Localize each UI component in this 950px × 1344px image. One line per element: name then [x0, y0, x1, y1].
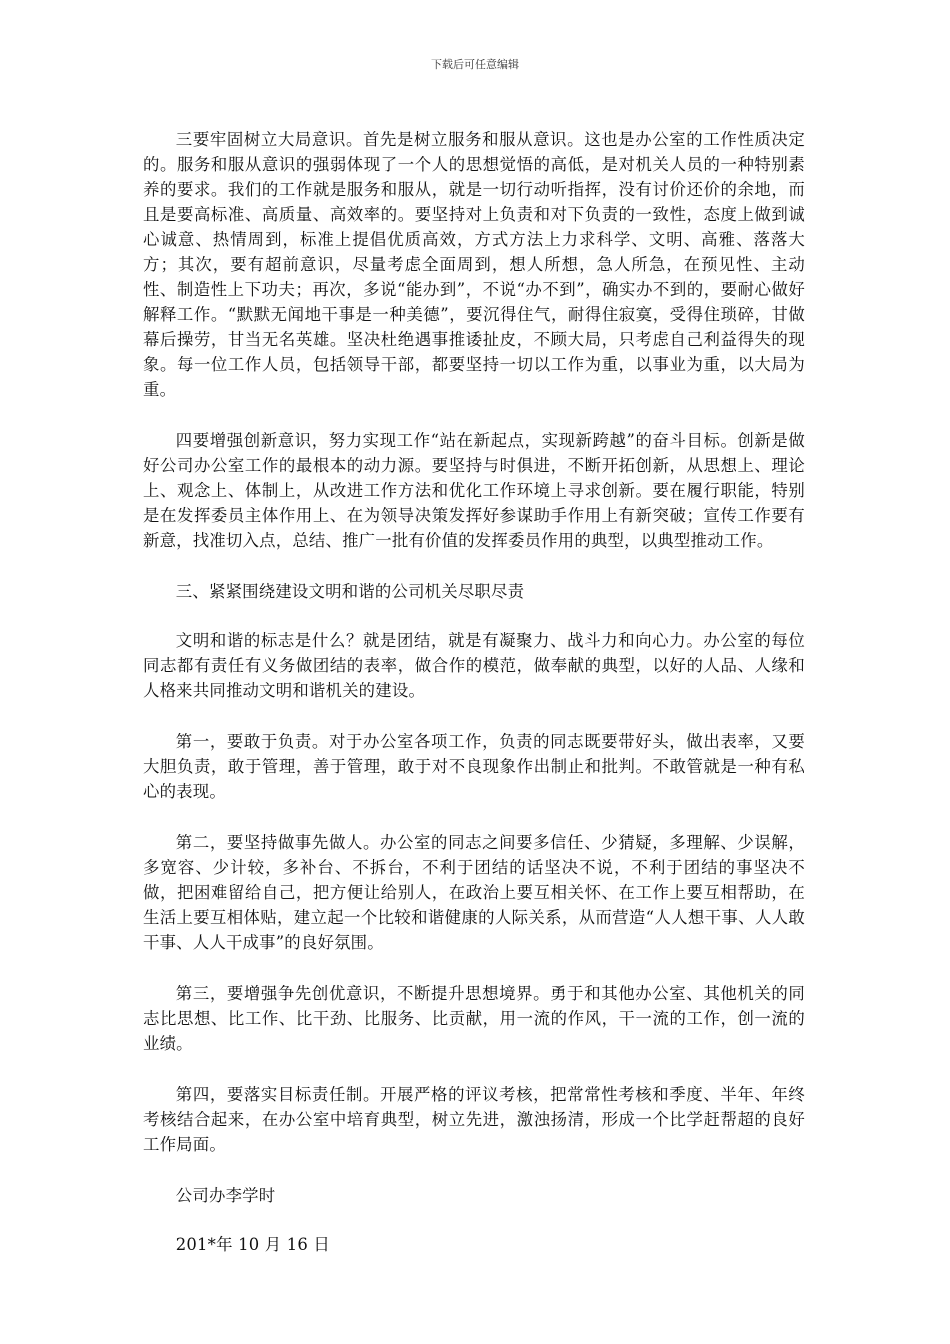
- signature-line: 公司办李学时: [175, 1186, 276, 1205]
- section-heading: 三、紧紧围绕建设文明和谐的公司机关尽职尽责: [175, 582, 525, 601]
- paragraph-innovation-awareness: 四要增强创新意识，努力实现工作“站在新起点，实现新跨越”的奋斗目标。创新是做好公司办公室工作的最根本的动力源。要坚持与时俱进，不断开拓创新，从思想上、理论上、观念上、体制上，从改进工作方法和优化工作环境上寻求创新。要在履行职能，特别是在发挥委员主体作用上、在为领导决策发挥好参谋助手作用上有新突破；宣传工作要有新意，找准切入点，总结、推广一批有价值的发挥委员作用的典型，以典型推动工作。: [143, 431, 805, 550]
- paragraph-point-three: 第三，要增强争先创优意识，不断提升思想境界。勇于和其他办公室、其他机关的同志比思想、比工作、比干劲、比服务、比贡献，用一流的作风，干一流的工作，创一流的业绩。: [143, 984, 805, 1053]
- paragraph-overall-awareness: 三要牢固树立大局意识。首先是树立服务和服从意识。这也是办公室的工作性质决定的。服务和服从意识的强弱体现了一个人的思想觉悟的高低，是对机关人员的一种特别素养的要求。我们的工作就是服务和服从，就是一切行动听指挥，没有讨价还价的余地，而且是要高标准、高质量、高效率的。要坚持对上负责和对下负责的一致性，态度上做到诚心诚意、热情周到，标准上提倡优质高效，方式方法上力求科学、文明、高雅、落落大方；其次，要有超前意识，尽量考虑全面周到，想人所想，急人所急，在预见性、主动性、制造性上下功夫；再次，多说“能办到”，不说“办不到”，确实办不到的，要耐心做好解释工作。“默默无闻地干事是一种美德”，要沉得住气，耐得住寂寞，受得住琐碎，甘做幕后操劳，甘当无名英雄。坚决杜绝遇事推诿扯皮，不顾大局，只考虑自己利益得失的现象。每一位工作人员，包括领导干部，都要坚持一切以工作为重，以事业为重，以大局为重。: [143, 130, 805, 399]
- paragraph-point-one: 第一，要敢于负责。对于办公室各项工作，负责的同志既要带好头，做出表率，又要大胆负责，敢于管理，善于管理，敢于对不良现象作出制止和批判。不敢管就是一种有私心的表现。: [143, 732, 805, 801]
- paragraph-point-two: 第二，要坚持做事先做人。办公室的同志之间要多信任、少猜疑，多理解、少误解，多宽容、少计较，多补台、不拆台，不利于团结的话坚决不说，不利于团结的事坚决不做，把困难留给自己，把方便让给别人，在政治上要互相关怀、在工作上要互相帮助，在生活上要互相体贴，建立起一个比较和谐健康的人际关系，从而营造“人人想干事、人人敢干事、人人干成事”的良好氛围。: [143, 833, 805, 952]
- document-body: [143, 127, 805, 1281]
- date-line: 201*年 10 月 16 日: [175, 1235, 331, 1254]
- page-header: 下载后可任意编辑: [431, 58, 519, 71]
- paragraph-harmony: 文明和谐的标志是什么？就是团结，就是有凝聚力、战斗力和向心力。办公室的每位同志都有责任有义务做团结的表率，做合作的模范，做奉献的典型，以好的人品、人缘和人格来共同推动文明和谐机关的建设。: [143, 631, 805, 700]
- paragraph-point-four: 第四，要落实目标责任制。开展严格的评议考核，把常常性考核和季度、半年、年终考核结合起来，在办公室中培育典型，树立先进，激浊扬清，形成一个比学赶帮超的良好工作局面。: [143, 1085, 805, 1154]
